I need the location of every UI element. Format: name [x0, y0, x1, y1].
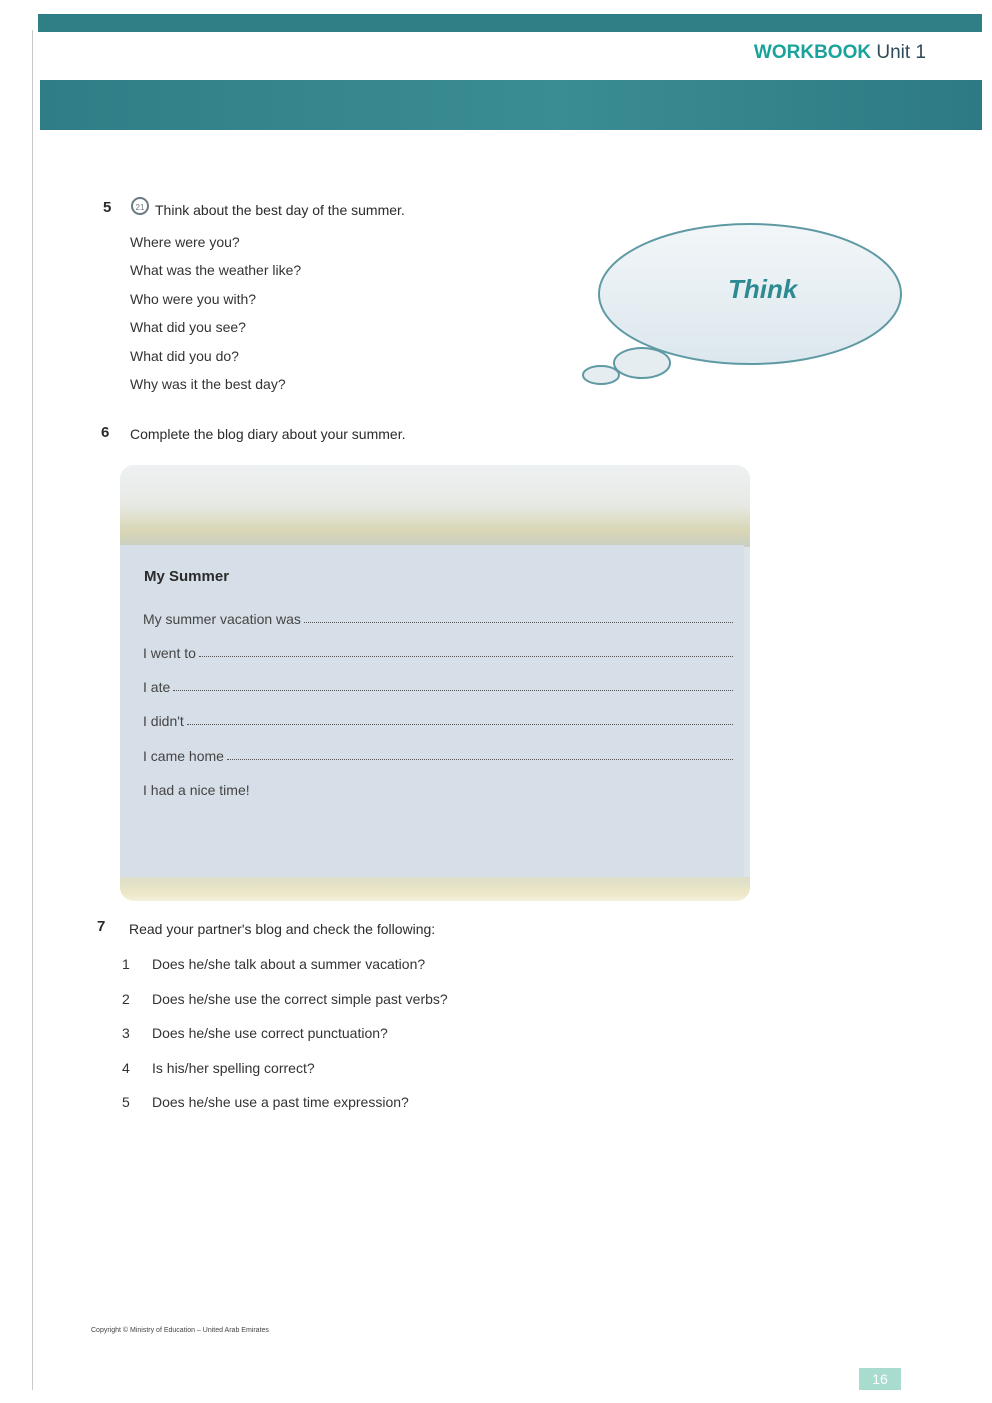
header-banner — [40, 80, 982, 130]
blog-line[interactable] — [143, 675, 733, 695]
blog-line[interactable] — [143, 709, 733, 729]
blog-line-prompt: I ate — [143, 679, 171, 695]
checklist-item — [122, 1025, 448, 1060]
think-label: Think — [728, 274, 798, 304]
question-item: What did you see? — [130, 319, 246, 336]
answer-dotted-line[interactable] — [227, 759, 733, 760]
checklist-item — [122, 1094, 448, 1129]
checklist-text: Does he/she use correct punctuation? — [152, 1025, 388, 1041]
checklist-number: 2 — [122, 990, 130, 1007]
checklist-number: 3 — [122, 1025, 130, 1041]
workbook-label: WORKBOOK — [753, 42, 872, 63]
checklist — [122, 956, 448, 1129]
checklist-item — [122, 956, 448, 991]
landscape-photo-top — [120, 465, 750, 547]
question-item: What did you do? — [130, 347, 239, 364]
exercise-5-questions — [130, 232, 301, 402]
answer-dotted-line[interactable] — [199, 656, 733, 657]
blog-line-closing — [143, 778, 733, 798]
question-item: Where were you? — [130, 234, 240, 250]
checklist-text: Does he/she use the correct simple past verbs? — [152, 990, 448, 1007]
blog-line-prompt: I didn't — [143, 713, 184, 729]
question-item: What was the weather like? — [130, 262, 302, 279]
scan-edge — [32, 30, 33, 1390]
blog-line-prompt: My summer vacation was — [143, 611, 301, 627]
checklist-number: 4 — [122, 1059, 130, 1076]
blog-line-prompt: I had a nice time! — [143, 782, 250, 798]
unit-label: Unit 1 — [876, 42, 926, 63]
checklist-number: 5 — [122, 1094, 130, 1110]
top-stripe — [38, 14, 982, 32]
blog-title: My Summer — [144, 568, 230, 585]
answer-dotted-line[interactable] — [187, 724, 733, 725]
blog-line-prompt: I came home — [143, 748, 224, 764]
exercise-6-number: 6 — [101, 424, 110, 441]
checklist-item — [122, 991, 448, 1026]
exercise-7-number: 7 — [97, 918, 106, 935]
checklist-item — [122, 1060, 448, 1095]
landscape-photo-bottom — [120, 877, 750, 901]
question-item: Who were you with? — [130, 290, 257, 307]
answer-dotted-line[interactable] — [173, 690, 733, 691]
blog-line-prompt: I went to — [143, 645, 196, 661]
blog-line[interactable] — [143, 744, 733, 764]
exercise-5-instruction: Think about the best day of the summer. — [155, 202, 405, 218]
checklist-number: 1 — [122, 956, 130, 972]
copyright-notice: Copyright © Ministry of Education – United Arab Emirates — [91, 1327, 269, 1334]
answer-dotted-line[interactable] — [304, 622, 733, 623]
checklist-text: Is his/her spelling correct? — [152, 1059, 315, 1076]
workbook-unit-tag — [754, 42, 926, 64]
checklist-text: Does he/she use a past time expression? — [152, 1094, 409, 1110]
audio-track-icon[interactable]: 21 — [131, 197, 149, 215]
exercise-7-instruction: Read your partner's blog and check the following: — [129, 921, 436, 937]
checklist-text: Does he/she talk about a summer vacation? — [152, 956, 426, 972]
question-item: Why was it the best day? — [130, 375, 286, 392]
blog-diary-box — [120, 465, 750, 901]
page-number: 16 — [859, 1368, 901, 1390]
blog-line[interactable] — [143, 641, 733, 661]
exercise-5-number: 5 — [103, 199, 112, 216]
exercise-6-instruction: Complete the blog diary about your summer. — [130, 426, 406, 442]
blog-line[interactable] — [143, 607, 733, 627]
